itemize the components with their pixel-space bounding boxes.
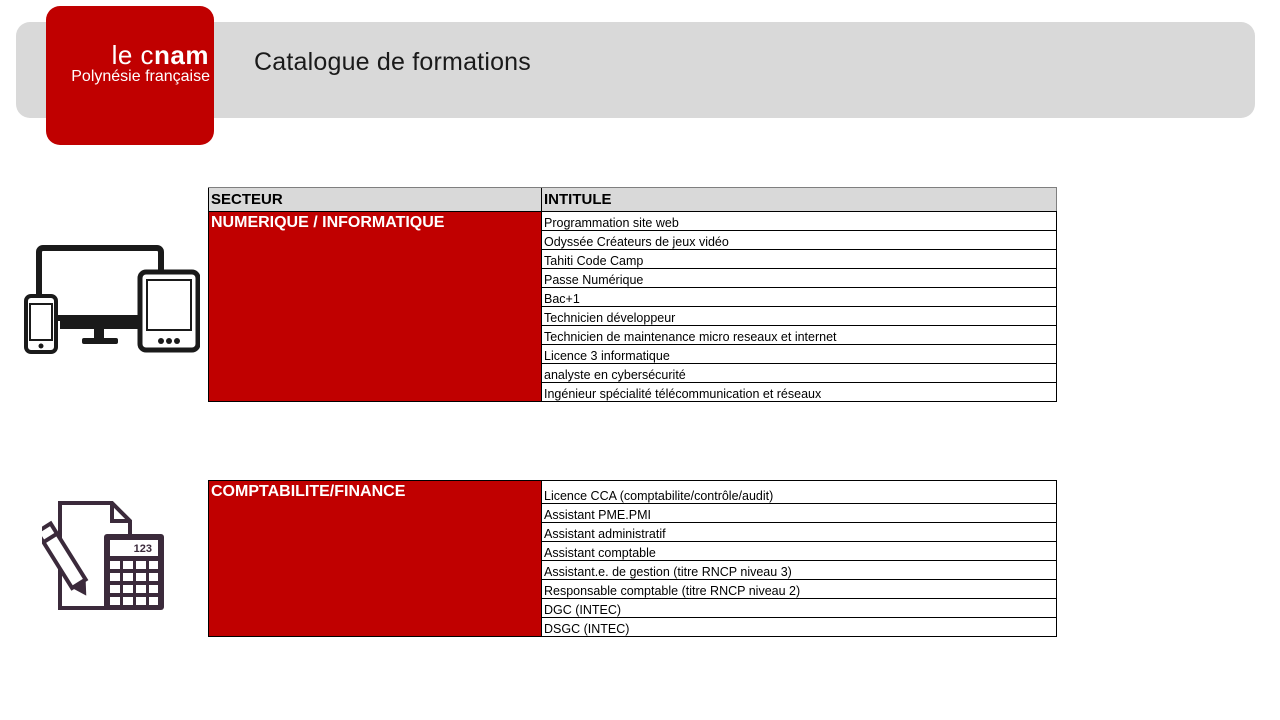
devices-icon <box>24 244 200 354</box>
formations-table-comptabilite <box>208 480 1057 637</box>
cnam-logo[interactable] <box>46 6 214 145</box>
calculator-document-icon <box>42 500 168 614</box>
table-header-row <box>209 188 1057 212</box>
formation-item[interactable]: Odyssée Créateurs de jeux vidéo <box>542 231 1057 250</box>
formation-item[interactable]: Tahiti Code Camp <box>542 250 1057 269</box>
formation-item[interactable]: Bac+1 <box>542 288 1057 307</box>
formation-item[interactable]: Ingénieur spécialité télécommunication et réseaux <box>542 383 1057 402</box>
logo-subtitle: Polynésie française <box>71 68 210 85</box>
sector-cell: NUMERIQUE / INFORMATIQUE <box>209 212 542 402</box>
formation-item[interactable]: Assistant PME.PMI <box>542 504 1057 523</box>
table-row <box>209 212 1057 231</box>
page-title: Catalogue de formations <box>254 48 531 76</box>
table-row <box>209 481 1057 504</box>
formation-item[interactable]: Passe Numérique <box>542 269 1057 288</box>
formations-table-numerique <box>208 187 1057 402</box>
calculator-display: 123 <box>133 543 152 555</box>
formation-item[interactable]: Licence 3 informatique <box>542 345 1057 364</box>
formation-item[interactable]: Responsable comptable (titre RNCP niveau 2) <box>542 580 1057 599</box>
formation-item[interactable]: Assistant comptable <box>542 542 1057 561</box>
formation-item[interactable]: Licence CCA (comptabilite/contrôle/audit) <box>542 481 1057 504</box>
formation-item[interactable]: Technicien développeur <box>542 307 1057 326</box>
formation-item[interactable]: Assistant.e. de gestion (titre RNCP niveau 3) <box>542 561 1057 580</box>
header-intitule: INTITULE <box>542 188 1057 212</box>
formation-item[interactable]: DSGC (INTEC) <box>542 618 1057 637</box>
header-secteur: SECTEUR <box>209 188 542 212</box>
formation-item[interactable]: analyste en cybersécurité <box>542 364 1057 383</box>
formation-item[interactable]: Assistant administratif <box>542 523 1057 542</box>
formation-item[interactable]: DGC (INTEC) <box>542 599 1057 618</box>
formation-item[interactable]: Programmation site web <box>542 212 1057 231</box>
sector-cell: COMPTABILITE/FINANCE <box>209 481 542 637</box>
formation-item[interactable]: Technicien de maintenance micro reseaux et internet <box>542 326 1057 345</box>
logo-wordmark: le cnam <box>111 40 209 70</box>
